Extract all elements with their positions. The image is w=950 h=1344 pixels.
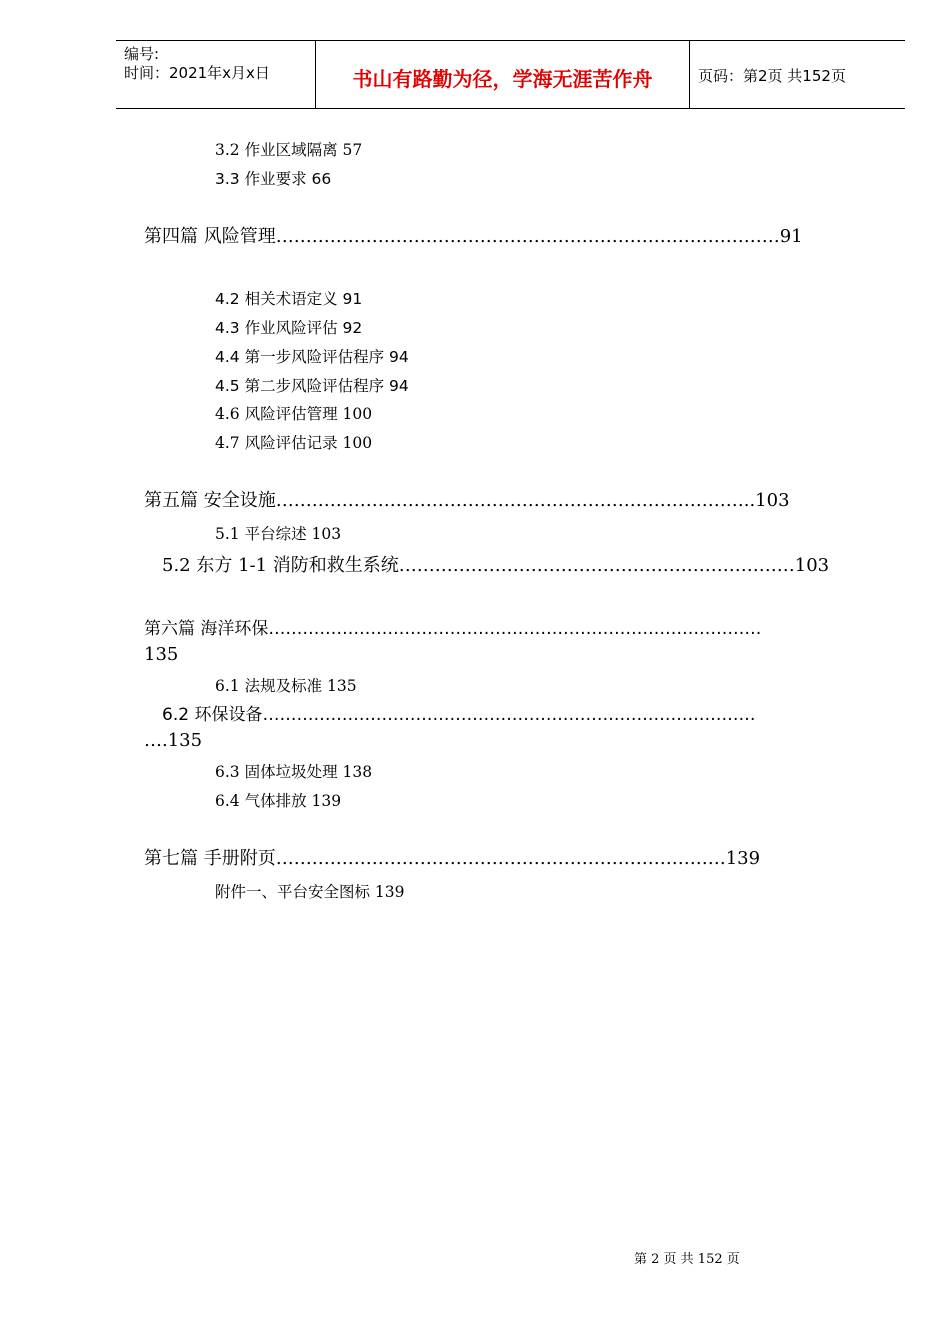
toc-entry-6-3: 6.3 固体垃圾处理 138 bbox=[215, 763, 373, 781]
toc-appendix-1: 附件一、平台安全图标 139 bbox=[215, 883, 405, 901]
toc-chapter-6: 第六篇 海洋环保…………………………………………………………………………… bbox=[144, 619, 762, 639]
toc-entry-4-6: 4.6 风险评估管理 100 bbox=[215, 405, 373, 423]
toc-entry-3-3: 3.3 作业要求 66 bbox=[215, 170, 332, 188]
toc-entry-6-2: 6.2 环保设备…………………………………………………………………………… bbox=[162, 705, 756, 725]
page-header bbox=[116, 40, 905, 109]
document-number-label: 编号: bbox=[124, 45, 160, 63]
page-footer: 第 2 页 共 152 页 bbox=[634, 1252, 740, 1267]
toc-entry-4-2: 4.2 相关术语定义 91 bbox=[215, 290, 363, 308]
toc-entry-5-2: 5.2 东方 1-1 消防和救生系统…………………………………………………………103 bbox=[162, 555, 830, 576]
toc-entry-3-2: 3.2 作业区域隔离 57 bbox=[215, 141, 363, 159]
toc-entry-4-4: 4.4 第一步风险评估程序 94 bbox=[215, 348, 409, 366]
toc-chapter-7: 第七篇 手册附页…………………………………………………………………139 bbox=[144, 848, 761, 869]
header-page-number: 页码：第2页 共152页 bbox=[698, 67, 846, 85]
toc-entry-6-4: 6.4 气体排放 139 bbox=[215, 792, 342, 810]
toc-entry-6-1: 6.1 法规及标准 135 bbox=[215, 677, 357, 695]
toc-entry-6-2-page: ….135 bbox=[144, 730, 203, 751]
toc-chapter-4: 第四篇 风险管理…………………………………………………………………………91 bbox=[144, 226, 803, 247]
header-cell-page bbox=[690, 41, 905, 108]
toc-entry-4-3: 4.3 作业风险评估 92 bbox=[215, 319, 363, 337]
toc-entry-4-5: 4.5 第二步风险评估程序 94 bbox=[215, 377, 409, 395]
toc-entry-5-1: 5.1 平台综述 103 bbox=[215, 525, 342, 543]
toc-chapter-5: 第五篇 安全设施……………………………………………………………………..103 bbox=[144, 490, 790, 511]
header-cell-motto bbox=[316, 41, 690, 108]
header-motto: 书山有路勤为径，学海无涯苦作舟 bbox=[352, 67, 653, 91]
document-time-label: 时间：2021年x月x日 bbox=[124, 64, 270, 82]
toc-entry-4-7: 4.7 风险评估记录 100 bbox=[215, 434, 373, 452]
header-cell-meta bbox=[116, 41, 316, 108]
toc-chapter-6-page: 135 bbox=[144, 644, 179, 665]
